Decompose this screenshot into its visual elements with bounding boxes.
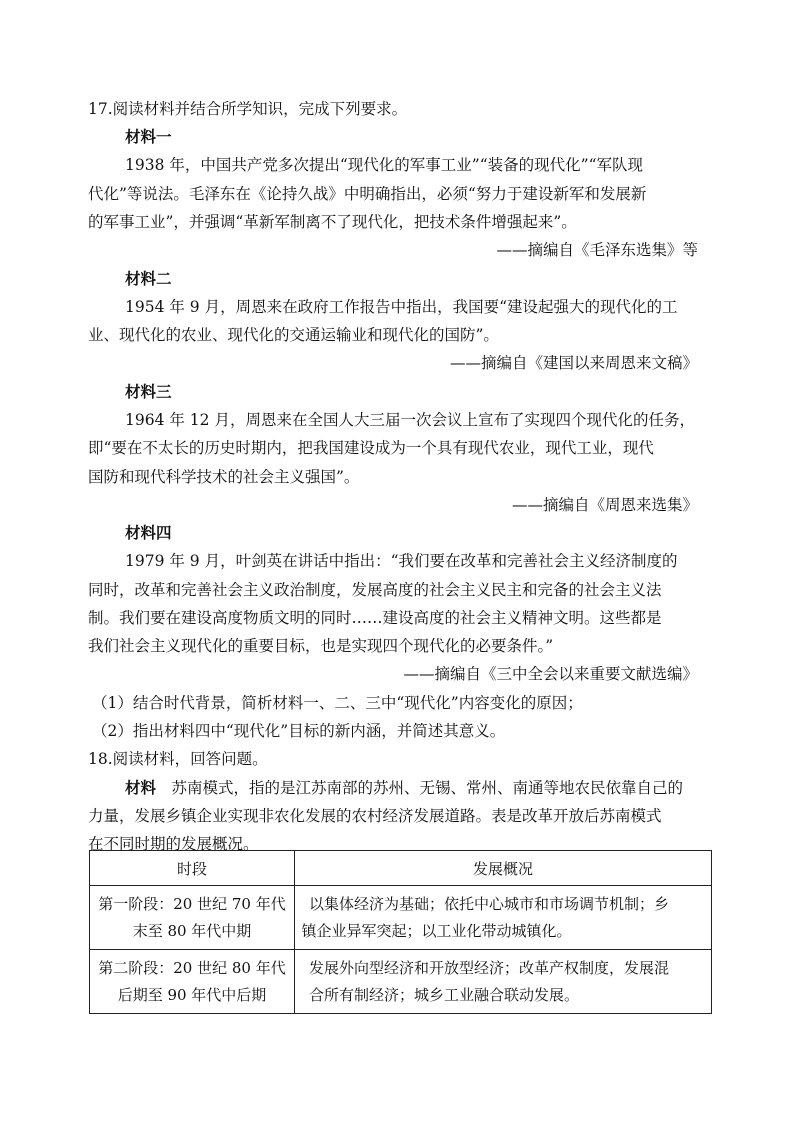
- period-cell: [90, 886, 295, 950]
- material-3-line: 1964 年 12 月，周恩来在全国人大三届一次会议上宣布了实现四个现代化的任务，: [125, 411, 695, 429]
- material-1-line: 1938 年，中国共产党多次提出“现代化的军事工业”“装备的现代化”“军队现: [125, 156, 643, 174]
- q18-prompt: 18.阅读材料，回答问题。: [88, 750, 268, 768]
- overview-line: 合所有制经济；城乡工业融合联动发展。: [309, 985, 580, 1004]
- q17-prompt: 17.阅读材料并结合所学知识，完成下列要求。: [88, 100, 408, 118]
- q17-subquestion-2: （2）指出材料四中“现代化”目标的新内涵，并简述其意义。: [92, 722, 506, 740]
- material-4-title: 材料四: [125, 523, 172, 542]
- table-header-overview: 发展概况: [295, 851, 712, 886]
- material-2-title: 材料二: [125, 269, 172, 288]
- material-4-line: 1979 年 9 月，叶剑英在讲话中指出：“我们要在改革和完善社会主义经济制度的: [125, 552, 678, 570]
- material-3-title: 材料三: [125, 382, 172, 401]
- material-1-line: 的军事工业”，并强调“革新军制离不了现代化，把技术条件增强起来”。: [88, 213, 577, 231]
- material-1-line: 代化”等说法。毛泽东在《论持久战》中明确指出，必须“努力于建设新军和发展新: [88, 185, 647, 203]
- material-3-line: 国防和现代科学技术的社会主义强国”。: [88, 468, 360, 486]
- overview-cell: [295, 950, 712, 1014]
- material-2-line: 1954 年 9 月，周恩来在政府工作报告中指出，我国要“建设起强大的现代化的工: [125, 298, 678, 316]
- q18-material-line: 力量，发展乡镇企业实现非农化发展的农村经济发展道路。表是改革开放后苏南模式: [88, 807, 662, 825]
- material-1-title: 材料一: [125, 127, 172, 146]
- material-4-source: ——摘编自《三中全会以来重要文献选编》: [403, 665, 698, 683]
- table-row: [90, 950, 712, 1014]
- q18-material-line: 在不同时期的发展概况。: [88, 835, 259, 853]
- table-header-period: 时段: [90, 851, 295, 886]
- material-4-line: 我们社会主义现代化的重要目标，也是实现四个现代化的必要条件。”: [88, 637, 554, 655]
- q18-material-line: [125, 777, 683, 799]
- table-header-row: [90, 851, 712, 886]
- material-2-source: ——摘编自《建国以来周恩来文稿》: [449, 354, 698, 372]
- overview-line: 发展外向型经济和开放型经济；改革产权制度，发展混: [309, 958, 670, 977]
- overview-line: 以集体经济为基础；依托中心城市和市场调节机制；乡: [309, 894, 670, 913]
- q18-material-label: 材料: [125, 778, 157, 797]
- material-4-line: 制。我们要在建设高度物质文明的同时……建设高度的社会主义精神文明。这些都是: [88, 609, 662, 627]
- period-line: 后期至 90 年代中后期: [117, 985, 267, 1004]
- period-line: 第一阶段：20 世纪 70 年代: [98, 894, 286, 913]
- overview-cell: [295, 886, 712, 950]
- q18-material-text: 苏南模式，指的是江苏南部的苏州、无锡、常州、南通等地农民依靠自己的: [171, 779, 684, 797]
- q17-subquestion-1: （1）结合时代背景，简析材料一、二、三中“现代化”内容变化的原因；: [92, 694, 583, 712]
- material-3-line: 即“要在不太长的历史时期内，把我国建设成为一个具有现代农业，现代工业，现代: [88, 439, 654, 457]
- suzhou-model-table: [89, 850, 712, 1014]
- period-line: 末至 80 年代中期: [132, 921, 252, 940]
- period-line: 第二阶段：20 世纪 80 年代: [98, 958, 286, 977]
- material-1-source: ——摘编自《毛泽东选集》等: [496, 241, 698, 259]
- table-row: [90, 886, 712, 950]
- material-4-line: 同时，改革和完善社会主义政治制度，发展高度的社会主义民主和完备的社会主义法: [88, 581, 662, 599]
- overview-line: 镇企业异军突起；以工业化带动城镇化。: [301, 921, 572, 940]
- material-2-line: 业、现代化的农业、现代化的交通运输业和现代化的国防”。: [88, 326, 499, 344]
- material-3-source: ——摘编自《周恩来选集》: [511, 496, 698, 514]
- period-cell: [90, 950, 295, 1014]
